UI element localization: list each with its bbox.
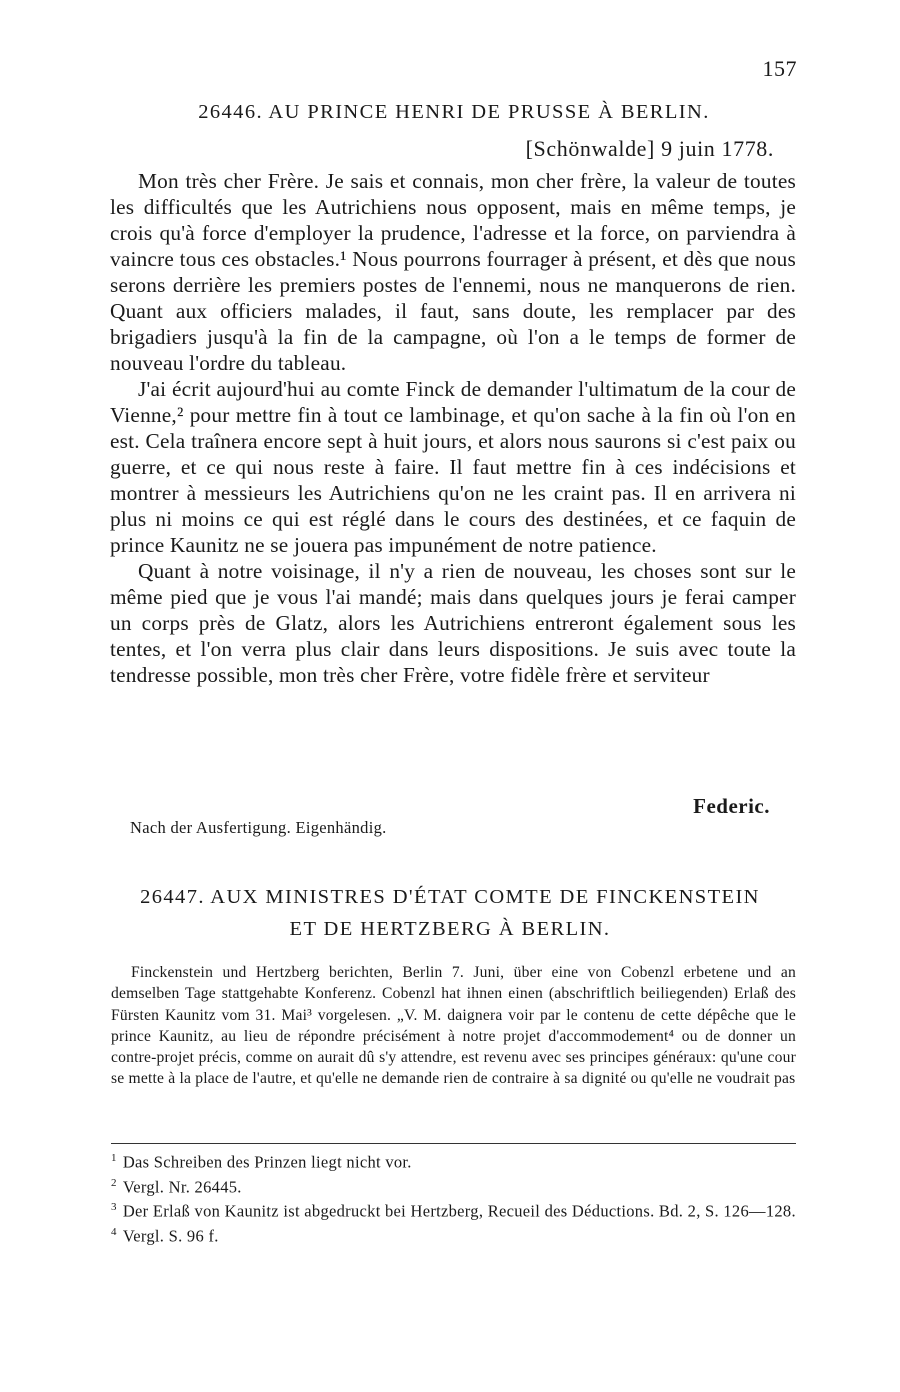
footnote-text: Vergl. Nr. 26445. [122,1177,242,1196]
signature: Federic. [693,794,770,818]
footnote-text: Vergl. S. 96 f. [122,1226,219,1245]
dateline: [Schönwalde] 9 juin 1778. [525,136,774,161]
footnote-mark: 4 [111,1225,117,1238]
summary-paragraph: Finckenstein und Hertzberg berichten, Berlin 7. Juni, über eine von Cobenzl erbetene und an demselben Tage stattgehabte Konferenz. Cobenzl hat ihnen einen (abschriftlich beiliegenden) Erlaß des Fürsten Kaunitz vom 31. Mai³ vorgelesen. „V. M. daignera voir par le contenu de cette dépêche que le prince Kaunitz, au lieu de répondre précisément à notre projet d'accommodement⁴ ou de donner un contre-projet précis, comme on aurait dû s'y attendre, est revenu avec ses principes généraux: qu'une cour se mette à la place de l'autre, et qu'elle ne demande rien de contraire à sa dignité ou qu'elle ne voudrait pas [111,964,796,1088]
page-number: 157 [762,56,797,81]
source-note: Nach der Ausfertigung. Eigenhändig. [130,818,387,837]
footnote-rule [111,1143,796,1144]
footnote-text: Das Schreiben des Prinzen liegt nicht vor. [122,1152,412,1172]
letter-paragraph: Quant à notre voisinage, il n'y a rien de nouveau, les choses sont sur le même pied que je vous l'ai mandé; mais dans quelques jours je ferai camper un corps près de Glatz, alors les Autrichiens entreront également sous les tentes, et l'on verra plus clair dans leurs dispositions. Je suis avec toute la tendresse possible, mon très cher Frère, votre fidèle frère et serviteur [110,559,796,687]
footnote-mark: 2 [111,1176,117,1189]
footnote-text: Der Erlaß von Kaunitz ist abgedruckt bei Hertzberg, Recueil des Déductions. Bd. 2, S. 126—128. [122,1201,796,1221]
letter-paragraph: Mon très cher Frère. Je sais et connais, mon cher frère, la valeur de toutes les difficultés que les Autrichiens nous opposent, mais en même temps, je crois qu'à force d'employer la prudence, l'adresse et la force, on parviendra à vaincre tous ces obstacles.¹ Nous pourrons fourrager à présent, et dès que nous serons derrière les premiers postes de l'ennemi, nous ne manquerons de rien. Quant aux officiers malades, il faut, sans doute, les remplacer par des brigadiers jusqu'à la fin de la campagne, où l'on a le temps de former de nouveau l'ordre du tableau. [110,169,796,375]
letter-paragraph: J'ai écrit aujourd'hui au comte Finck de demander l'ultimatum de la cour de Vienne,² pour mettre fin à tout ce lambinage, et qu'on sache à la fin où l'on en est. Cela traînera encore sept à huit jours, et alors nous saurons si c'est paix ou guerre, et ce qui nous reste à faire. Il faut mettre fin à ces indécisions et montrer à messieurs les Autrichiens qu'on ne les craint pas. Il en arrivera ni plus ni moins ce qui est réglé dans le cours des destinées, et ce faquin de prince Kaunitz ne se jouera pas impunément de notre patience. [110,377,796,557]
letter-body [110,168,796,688]
letter-heading: 26446. AU PRINCE HENRI DE PRUSSE À BERLIN. [198,101,710,123]
footnote [111,1222,801,1247]
footnote-mark: 3 [111,1201,117,1213]
footnotes [111,1148,801,1246]
footnote [111,1173,801,1198]
footnote-mark: 1 [111,1152,117,1164]
footnote [111,1148,801,1173]
report-summary [111,962,796,1090]
letter-heading-continuation: ET DE HERTZBERG À BERLIN. [289,918,611,940]
footnote [111,1197,801,1222]
letter-heading: 26447. AUX MINISTRES D'ÉTAT COMTE DE FINCKENSTEIN [140,886,760,908]
